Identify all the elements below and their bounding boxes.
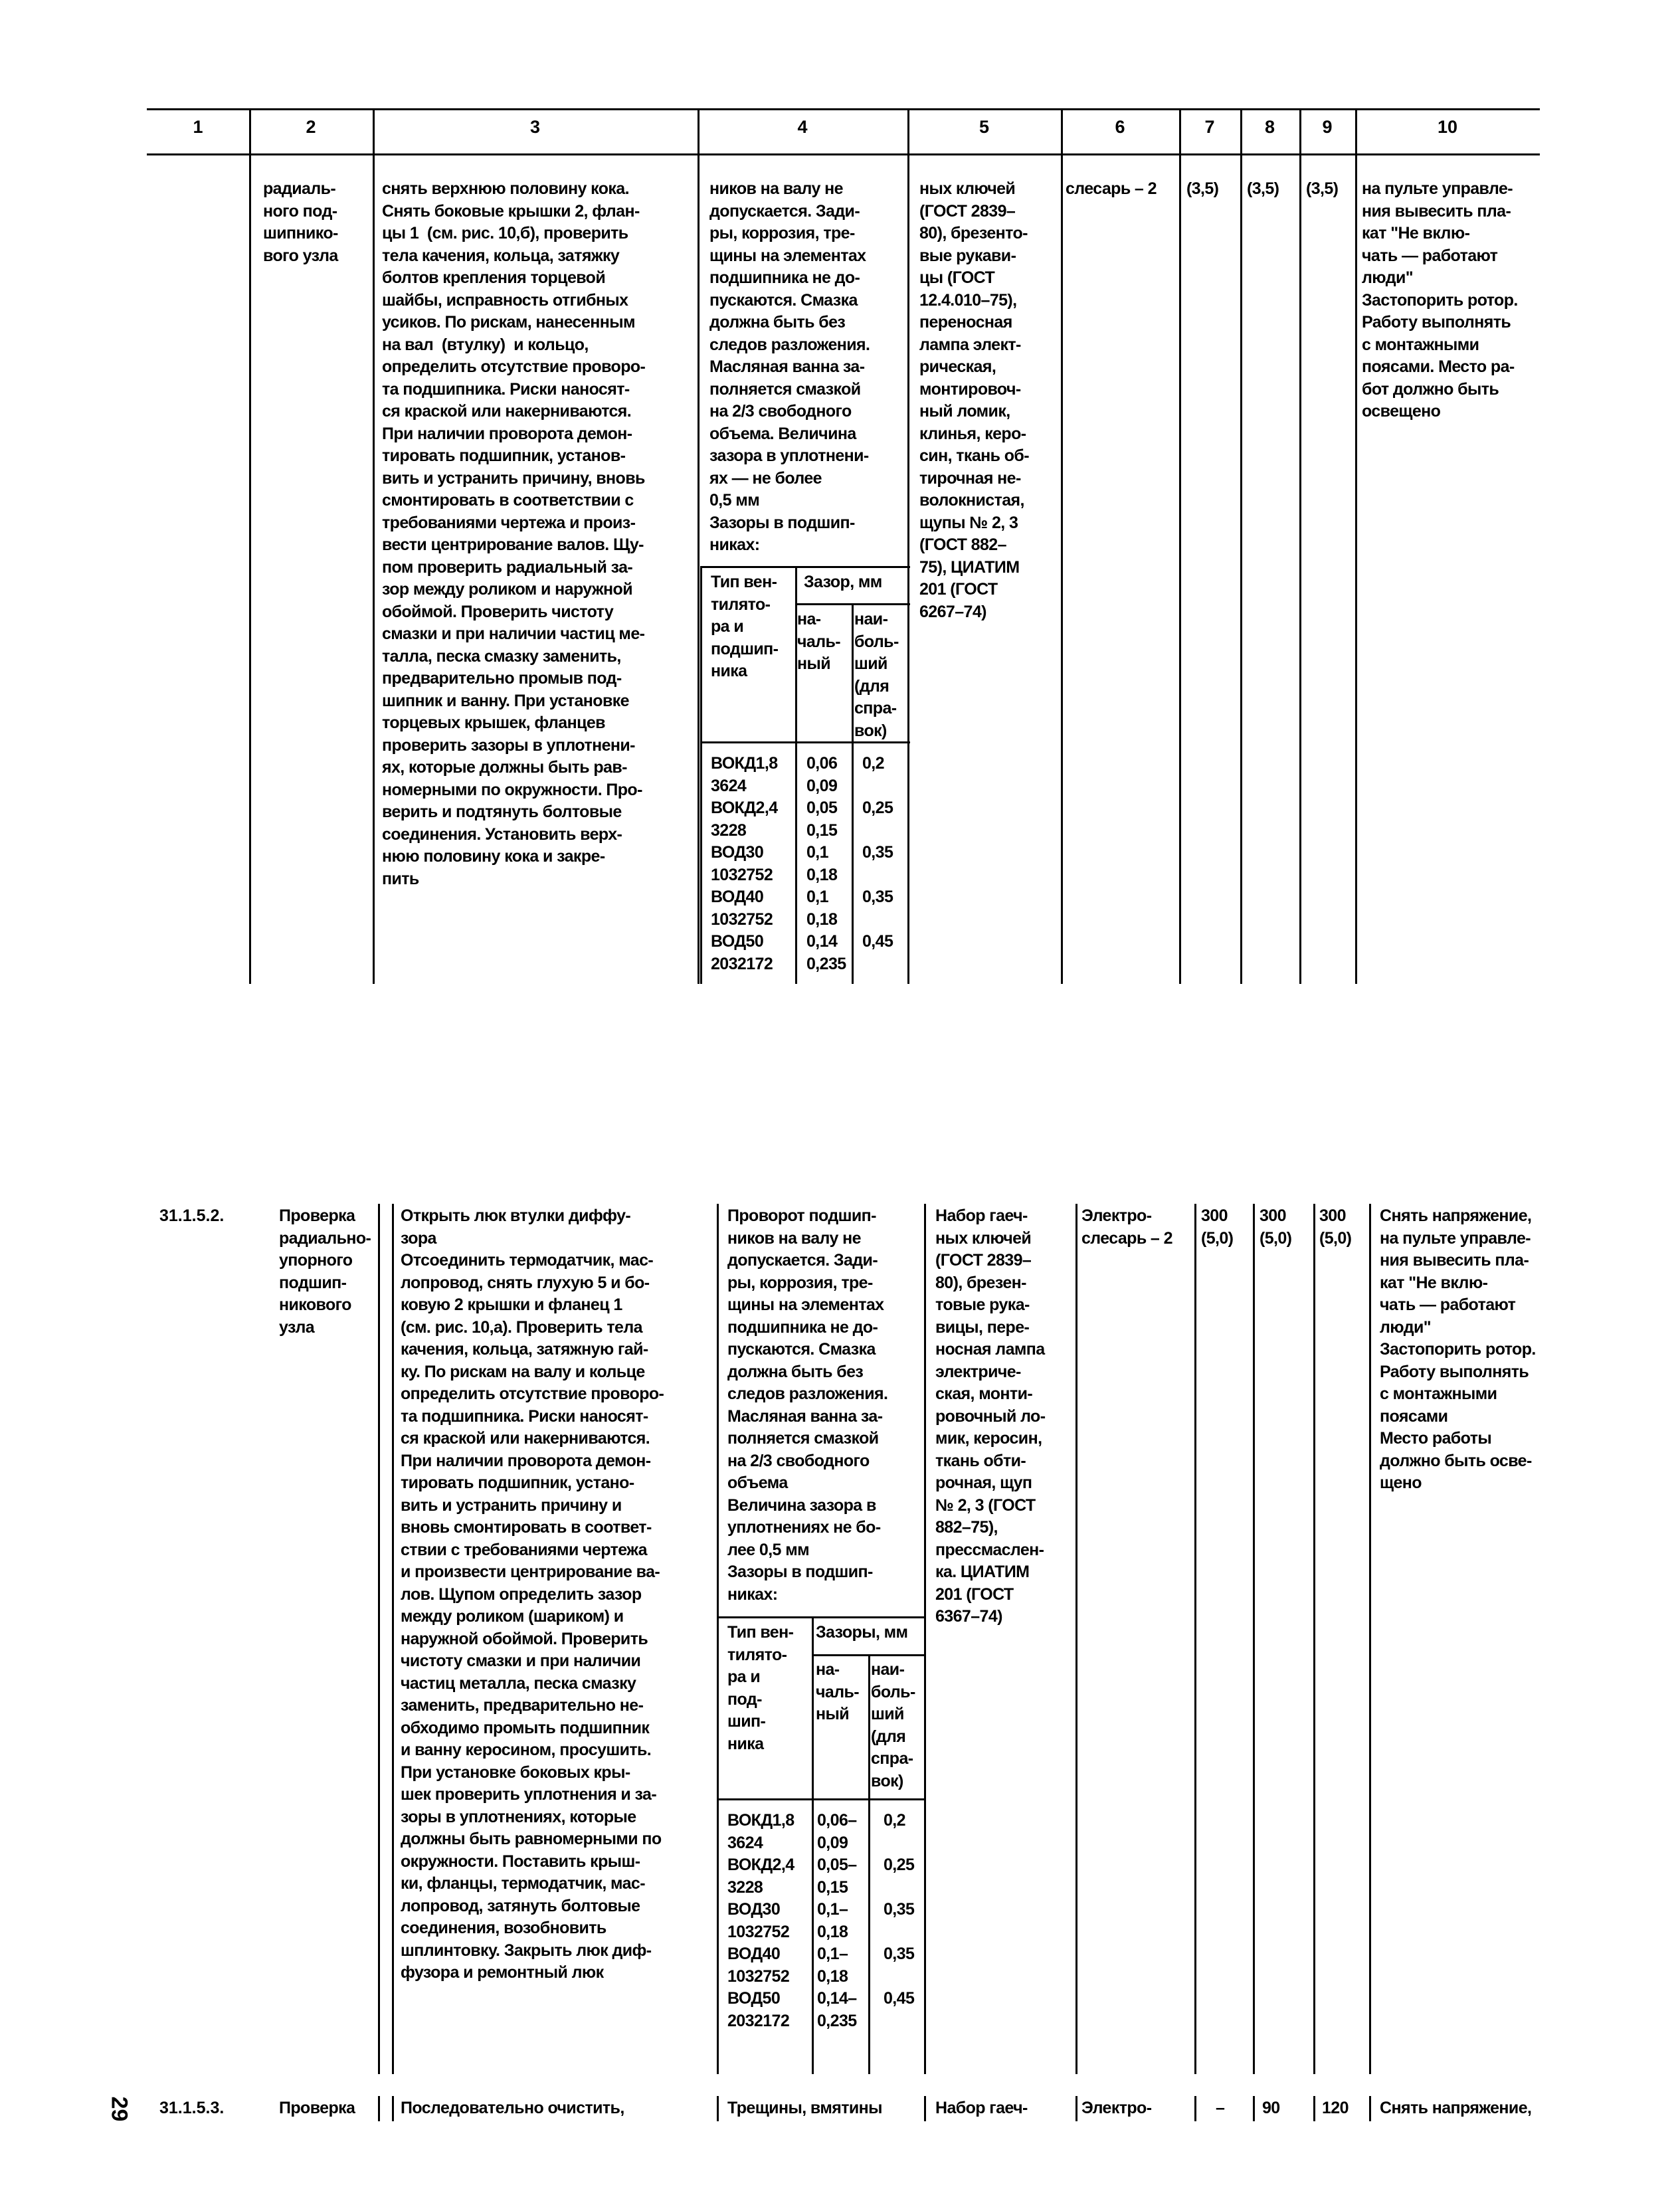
- col-divider: [1313, 1204, 1315, 2074]
- header-col-10: 10: [1437, 117, 1458, 137]
- cell-worker: слесарь – 2: [1066, 179, 1157, 198]
- col-divider: [392, 1204, 394, 2074]
- col-divider: [378, 1204, 380, 2074]
- header-col-5: 5: [979, 117, 990, 137]
- cell-col8: 90: [1262, 2099, 1280, 2117]
- gap-table-header-type: Тип вен- тилято- ра и подшип- ника: [711, 573, 779, 680]
- cell-col8: (3,5): [1247, 179, 1279, 198]
- col-divider: [1179, 108, 1181, 984]
- col-divider: [717, 1204, 719, 2074]
- cell-work-content: Открыть люк втулки диффу- зора Отсоединить термодатчик, мас- лопровод, снять глухую 5 и бо- ковую 2 крышки и фланец 1 (см. рис. 10,а). Проверить тела качения, кольца, затяжную гай- ку. По рискам на валу и кольце определить отсутствие проворо- та подшипника. Риски наносят- ся краской или накерниваются. При наличии проворота демон- тировать подшипник, устано- вить и устранить причину и вновь смонтировать в соответ- ствии с требованиями чертежа и произвести центрирование ва- лов. Щупом определить зазор между роликом (шариком) и наружной обоймой. Проверить чистоту смазки и при наличии частиц металла, песка смазку заменить, предварительно не- обходимо промыть подшипник и ванну керосином, просушить. При установке боковых кры- шек проверить уплотнения и за- зоры в уплотнениях, которые должны быть равномерными по окружности. Поставить крыш- ки, фланцы, термодатчик, мас- лопровод, затянуть болтовые соединения, возобновить шплинтовку. Закрыть люк диф- фузора и ремонтный люк: [401, 1206, 664, 1982]
- cell-col9: 300 (5,0): [1319, 1206, 1352, 1248]
- cell-object: радиаль- ного под- шипнико- вого узла: [263, 179, 338, 265]
- col-divider: [1253, 1204, 1255, 2074]
- page-number: 29: [106, 2096, 132, 2122]
- header-col-8: 8: [1264, 117, 1275, 137]
- gap-table-initial: 0,06 0,09 0,05 0,15 0,1 0,18 0,1 0,18 0,14 0,235: [806, 754, 846, 973]
- col-divider: [924, 2096, 926, 2121]
- header-bottom-rule: [147, 153, 1540, 155]
- cell-safety: Снять напряжение, на пульте управле- ния вывесить пла- кат "Не вклю- чать — работают люди" Застопорить ротор. Работу выполнять с монтажными поясами Место работы должно быть осве- щено: [1380, 1206, 1536, 1492]
- col-divider: [1194, 2096, 1196, 2121]
- gap-table-header-gap: Зазоры, мм: [816, 1623, 908, 1642]
- gap-table-initial: 0,06– 0,09 0,05– 0,15 0,1– 0,18 0,1– 0,18 0,14– 0,235: [817, 1811, 857, 2030]
- cell-col9: 120: [1322, 2099, 1349, 2117]
- header-col-9: 9: [1322, 117, 1333, 137]
- gap-table-header-bottom: [717, 1798, 924, 1800]
- header-col-3: 3: [529, 117, 541, 137]
- cell-safety: на пульте управле- ния вывесить пла- кат "Не вклю- чать — работают люди" Застопорить ротор. Работу выполнять с монтажными поясами. Место ра- бот должно быть освещено: [1362, 179, 1518, 421]
- item-number: 31.1.5.2.: [159, 1206, 225, 1225]
- col-divider: [717, 2096, 719, 2121]
- cell-col7: (3,5): [1186, 179, 1219, 198]
- gap-table-border: [868, 1654, 870, 2074]
- col-divider: [1240, 108, 1242, 984]
- header-col-4: 4: [797, 117, 808, 137]
- header-top-rule: [147, 108, 1540, 110]
- item-number: 31.1.5.3.: [159, 2099, 225, 2117]
- header-col-7: 7: [1204, 117, 1215, 137]
- gap-table-header-gap: Зазор, мм: [804, 573, 882, 591]
- col-divider: [378, 2096, 380, 2121]
- cell-col8: 300 (5,0): [1260, 1206, 1292, 1248]
- col-divider: [698, 108, 700, 984]
- col-divider: [1313, 2096, 1315, 2121]
- col-divider: [924, 1204, 926, 2074]
- col-divider: [1194, 1204, 1196, 2074]
- header-col-2: 2: [306, 117, 316, 137]
- gap-table-header-max: наи- боль- ший (для спра- вок): [871, 1660, 915, 1790]
- col-divider: [1075, 2096, 1077, 2121]
- cell-col9: (3,5): [1306, 179, 1339, 198]
- cell-worker: Электро- слесарь – 2: [1081, 1206, 1172, 1248]
- gap-table-header-initial: на- чаль- ный: [816, 1660, 859, 1723]
- cell-col7: 300 (5,0): [1201, 1206, 1234, 1248]
- gap-table-header-initial: на- чаль- ный: [797, 610, 840, 673]
- gap-table-max: 0,2 0,25 0,35 0,35 0,45: [862, 754, 893, 951]
- col-divider: [392, 2096, 394, 2121]
- gap-table-border: [812, 1616, 814, 2074]
- col-divider: [1075, 1204, 1077, 2074]
- gap-table-max: 0,2 0,25 0,35 0,35 0,45: [884, 1811, 915, 2008]
- col-divider: [1355, 108, 1357, 984]
- col-divider: [373, 108, 375, 984]
- cell-requirements: ников на валу не допускается. Зади- ры, коррозия, тре- щины на элементах подшипника не до- пускаются. Смазка должна быть без следов разложения. Масляная ванна за- полняется смазкой на 2/3 свободного объема. Величина зазора в уплотнени- ях — не более 0,5 мм Зазоры в подшип- никах:: [709, 179, 870, 554]
- col-divider: [1299, 108, 1301, 984]
- gap-table-border: [700, 566, 702, 984]
- col-divider: [249, 108, 251, 984]
- col-divider: [1253, 2096, 1255, 2121]
- gap-table-types: ВОКД1,8 3624 ВОКД2,4 3228 ВОД30 1032752 ВОД40 1032752 ВОД50 2032172: [711, 754, 778, 973]
- cell-tools: Набор гаеч- ных ключей (ГОСТ 2839– 80), брезен- товые рука- вицы, пере- носная лампа электриче- ская, монти- ровочный ло- мик, керосин, ткань обти- рочная, щуп № 2, 3 (ГОСТ 882–75), прессмаслен- ка. ЦИАТИМ 201 (ГОСТ 6367–74): [935, 1206, 1046, 1626]
- col-divider: [1061, 108, 1063, 984]
- gap-table-border: [852, 603, 854, 984]
- col-divider: [1369, 1204, 1371, 2074]
- gap-table-types: ВОКД1,8 3624 ВОКД2,4 3228 ВОД30 1032752 ВОД40 1032752 ВОД50 2032172: [727, 1811, 794, 2030]
- cell-safety: Снять напряжение,: [1380, 2099, 1532, 2117]
- cell-object: Проверка: [279, 2099, 355, 2117]
- cell-worker: Электро-: [1081, 2099, 1152, 2117]
- col-divider: [907, 108, 909, 984]
- gap-table-top: [700, 566, 910, 568]
- header-col-6: 6: [1115, 117, 1125, 137]
- cell-work-content: снять верхнюю половину кока. Снять боковые крышки 2, флан- цы 1 (см. рис. 10,б), проверить тела качения, кольца, затяжку болтов крепления торцевой шайбы, исправность отгибных усиков. По рискам, нанесенным на вал (втулку) и кольцо, определить отсутствие проворо- та подшипника. Риски наносят- ся краской или накерниваются. При наличии проворота демон- тировать подшипник, установ- вить и устранить причину, вновь смонтировать в соответствии с требованиями чертежа и произ- вести центрирование валов. Щу- пом проверить радиальный за- зор между роликом и наружной обоймой. Проверить чистоту смазки и при наличии частиц ме- талла, песка смазку заменить, предварительно промыв под- шипник и ванну. При установке торцевых крышек, фланцев проверить зазоры в уплотнени- ях, которые должны быть рав- номерными по окружности. Про- верить и подтянуть болтовые соединения. Установить верх- нюю половину кока и закре- пить: [382, 179, 646, 888]
- gap-table-top: [717, 1616, 924, 1618]
- gap-table-header-max: наи- боль- ший (для спра- вок): [854, 610, 899, 740]
- cell-object: Проверка радиально- упорного подшип- никового узла: [279, 1206, 371, 1337]
- cell-requirements: Трещины, вмятины: [727, 2099, 882, 2117]
- cell-tools: Набор гаеч-: [935, 2099, 1028, 2117]
- cell-work-content: Последовательно очистить,: [401, 2099, 624, 2117]
- cell-col7: –: [1216, 2099, 1225, 2117]
- header-col-1: 1: [193, 117, 203, 137]
- gap-table-header-type: Тип вен- тилято- ра и под- шип- ника: [727, 1623, 794, 1753]
- col-divider: [1369, 2096, 1371, 2121]
- cell-tools: ных ключей (ГОСТ 2839– 80), брезенто- вые рукави- цы (ГОСТ 12.4.010–75), переносная лампа элект- рическая, монтировоч- ный ломик, клинья, керо- син, ткань об- тирочная не- волокнистая, щупы № 2, 3 (ГОСТ 882– 75), ЦИАТИМ 201 (ГОСТ 6267–74): [919, 179, 1029, 621]
- cell-requirements: Проворот подшип- ников на валу не допускается. Зади- ры, коррозия, тре- щины на элементах подшипника не до- пускаются. Смазка должна быть без следов разложения. Масляная ванна за- полняется смазкой на 2/3 свободного объема Величина зазора в уплотнениях не бо- лее 0,5 мм Зазоры в подшип- никах:: [727, 1206, 888, 1604]
